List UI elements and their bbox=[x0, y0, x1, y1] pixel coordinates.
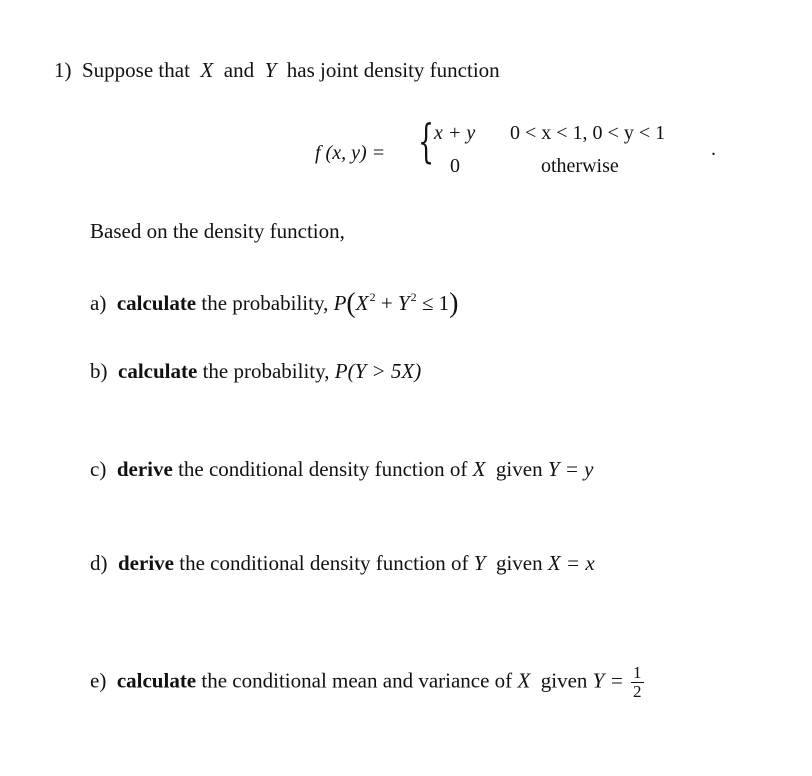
part-d-given: given bbox=[495, 551, 543, 575]
part-c-text: the conditional density function of bbox=[178, 457, 468, 481]
one-half-fraction bbox=[631, 664, 644, 701]
density-lhs: f (x, y) = bbox=[315, 142, 386, 164]
variable-x: X bbox=[200, 58, 214, 82]
fraction-numerator: 1 bbox=[633, 663, 642, 682]
part-a-expression: $P(X^2 + Y^2 \le 1)$ bbox=[333, 288, 459, 319]
part-a-label: a) bbox=[90, 291, 107, 315]
part-d bbox=[90, 551, 595, 576]
variable-y: Y bbox=[264, 58, 277, 82]
part-c-verb: derive bbox=[116, 457, 173, 481]
part-e-label: e) bbox=[90, 668, 107, 693]
based-on-text: Based on the density function, bbox=[90, 219, 345, 243]
part-b-verb: calculate bbox=[118, 359, 198, 383]
part-a-verb: calculate bbox=[116, 291, 197, 315]
left-brace: { bbox=[418, 114, 435, 168]
question-intro-pre: Suppose that bbox=[82, 58, 190, 82]
part-b-text: the probability, bbox=[202, 359, 330, 383]
question-number: 1) bbox=[54, 58, 72, 82]
case2-condition: otherwise bbox=[541, 155, 619, 177]
part-e-variable: X bbox=[517, 668, 531, 693]
part-d-condition: X = x bbox=[547, 551, 595, 575]
part-b-label: b) bbox=[90, 359, 108, 383]
part-e-text: the conditional mean and variance of bbox=[201, 668, 513, 693]
part-e-verb: calculate bbox=[116, 668, 197, 693]
and-word: and bbox=[223, 58, 255, 82]
fraction-denominator: 2 bbox=[633, 682, 642, 701]
part-c-condition: Y = y bbox=[547, 457, 594, 481]
case1-condition: 0 < x < 1, 0 < y < 1 bbox=[510, 122, 666, 144]
case2-expression: 0 bbox=[450, 155, 460, 177]
part-a bbox=[90, 286, 458, 318]
part-e-given: given bbox=[540, 668, 588, 693]
part-d-verb: derive bbox=[118, 551, 174, 575]
part-e bbox=[90, 664, 644, 701]
part-b bbox=[90, 359, 421, 384]
part-d-label: d) bbox=[90, 551, 108, 575]
question-line bbox=[54, 58, 500, 83]
part-a-text: the probability, bbox=[201, 291, 329, 315]
part-e-condition: Y = bbox=[592, 668, 624, 693]
part-b-expression: P(Y > 5X) bbox=[334, 359, 422, 383]
end-dot: . bbox=[711, 138, 716, 160]
part-c-label: c) bbox=[90, 457, 107, 481]
part-d-variable: Y bbox=[473, 551, 486, 575]
part-c-given: given bbox=[495, 457, 543, 481]
part-d-text: the conditional density function of bbox=[179, 551, 469, 575]
question-intro-post: has joint density function bbox=[286, 58, 500, 82]
part-c-variable: X bbox=[472, 457, 486, 481]
case1-expression: x + y bbox=[434, 122, 476, 144]
part-c bbox=[90, 457, 594, 482]
